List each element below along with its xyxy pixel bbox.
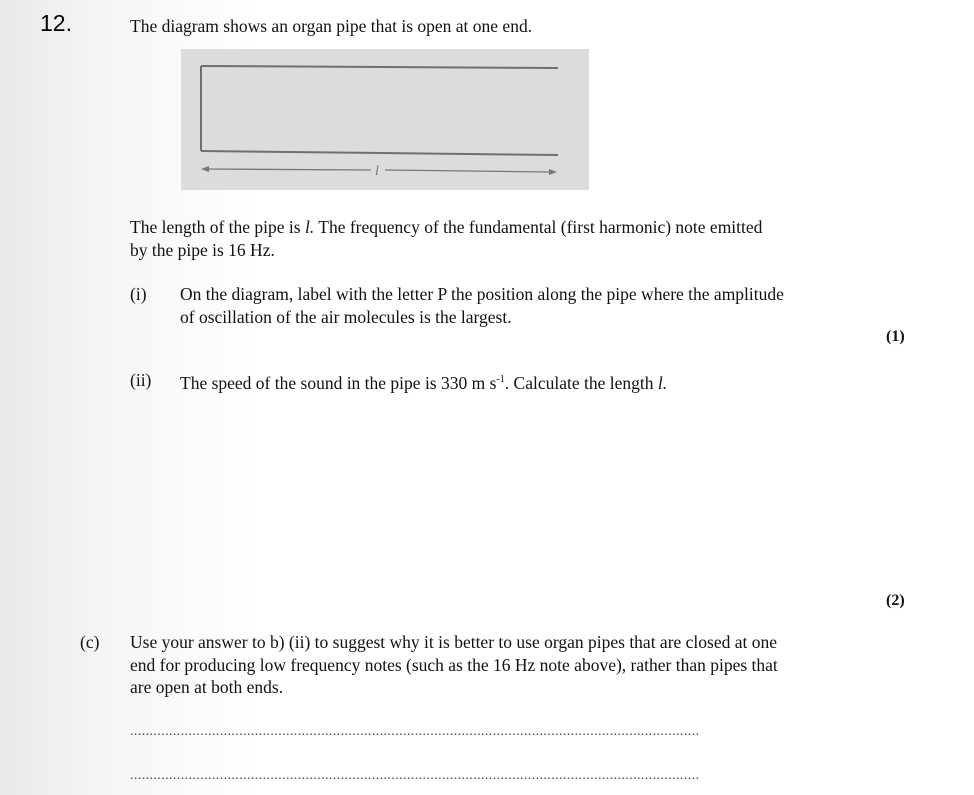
arrowhead-right-icon xyxy=(549,169,557,175)
part-b-intro: The length of the pipe is l. The frequency of the fundamental (first harmonic) note emitted by the pipe is 16 Hz. xyxy=(130,217,763,260)
part-bi-label: (i) xyxy=(130,284,147,304)
question-number: 12. xyxy=(40,10,72,36)
part-c-text: Use your answer to b) (ii) to suggest why it is better to use organ pipes that are closed at one end for producing low frequency notes (such as the 16 Hz note above), rather than pipes that are open at both ends. xyxy=(130,632,778,697)
part-bi-text: On the diagram, label with the letter P the position along the pipe where the amplitude of oscillation of the air molecules is the largest. xyxy=(180,284,784,327)
pipe-top-wall xyxy=(201,66,558,68)
part-c-label: (c) xyxy=(80,632,100,652)
arrowhead-left-icon xyxy=(201,166,209,172)
length-arrow-left xyxy=(205,169,371,170)
question-intro: The diagram shows an organ pipe that is open at one end. xyxy=(130,16,533,36)
answer-line-2[interactable]: .................................................................................................................................................. xyxy=(130,768,700,783)
length-label: l xyxy=(375,164,379,179)
organ-pipe-diagram xyxy=(181,49,589,190)
part-bii-marks: (2) xyxy=(886,592,905,609)
part-bii-label: (ii) xyxy=(130,370,152,390)
answer-line-1[interactable]: .................................................................................................................................................. xyxy=(130,724,700,739)
part-bii-text: The speed of the sound in the pipe is 330 m $s^{-1}$. Calculate the length l. xyxy=(180,372,668,393)
pipe-bottom-wall xyxy=(201,151,558,155)
organ-pipe-figure xyxy=(181,49,589,190)
part-bi-marks: (1) xyxy=(886,328,905,345)
length-arrow-right xyxy=(385,170,551,172)
